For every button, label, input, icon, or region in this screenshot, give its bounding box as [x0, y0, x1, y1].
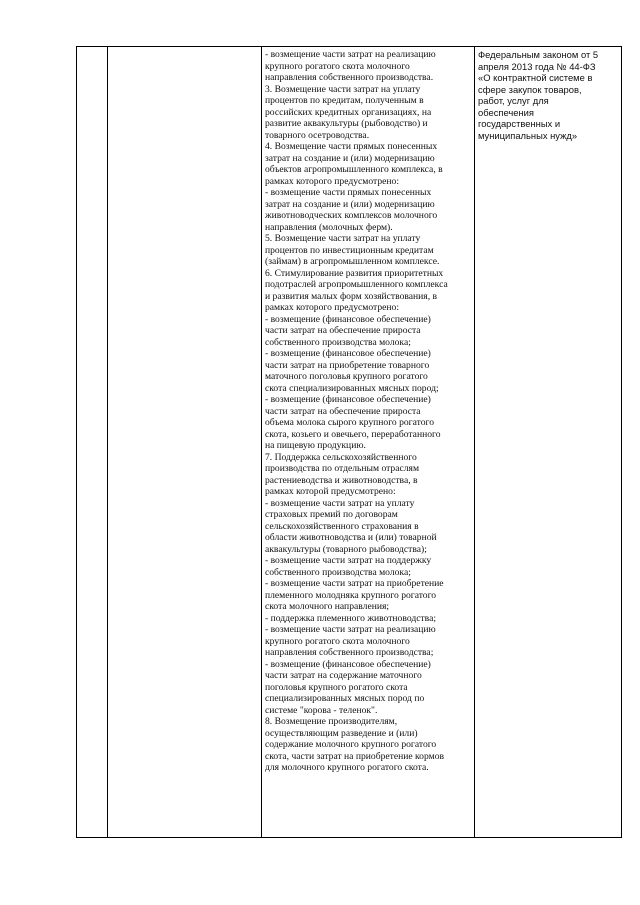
text-line: 4. Возмещение части прямых понесенных: [265, 141, 438, 152]
number-cell: [77, 47, 108, 838]
text-line: товарного осетроводства.: [265, 129, 370, 141]
text-line: аквакультуры (товарного рыбоводства);: [265, 543, 427, 555]
text-line: 7. Поддержка сельскохозяйственного: [265, 451, 417, 463]
text-line: апреля 2013 года № 44-ФЗ: [478, 60, 596, 72]
text-line: объектов агропромышленного комплекса, в: [265, 164, 443, 175]
text-line: крупного рогатого скота молочного: [265, 60, 410, 72]
text-line: и развития малых форм хозяйствования, в: [265, 290, 438, 302]
text-line: - возмещение (финансовое обеспечение): [265, 313, 431, 325]
text-line: части затрат на обеспечение прироста: [265, 405, 421, 417]
text-line: животноводческих комплексов молочного: [265, 210, 438, 221]
text-line: 6. Стимулирование развития приоритетных: [265, 267, 444, 279]
text-line: 8. Возмещение производителям,: [265, 716, 398, 727]
text-line: направления собственного производства.: [265, 72, 434, 83]
text-line: на пищевую продукцию.: [265, 440, 366, 451]
text-line: рамках которого предусмотрено:: [265, 302, 399, 313]
text-line: подотраслей агропромышленного комплекса: [265, 279, 448, 290]
text-line: 5. Возмещение части затрат на уплату: [265, 233, 421, 244]
text-line: части затрат на обеспечение прироста: [265, 325, 421, 336]
text-line: затрат на создание и (или) модернизацию: [265, 198, 435, 210]
text-line: крупного рогатого скота молочного: [265, 635, 410, 647]
text-line: - возмещение (финансовое обеспечение): [265, 394, 431, 405]
text-line: - возмещение (финансовое обеспечение): [265, 348, 431, 359]
text-line: скота, части затрат на приобретение кормов: [265, 750, 445, 762]
text-line: собственного производства молока;: [265, 336, 411, 348]
text-line: затрат на создание и (или) модернизацию: [265, 152, 435, 164]
text-line: - возмещение части затрат на реализацию: [265, 49, 436, 60]
text-line: Федеральным законом от 5: [478, 49, 599, 60]
text-line: скота, козьего и овечьего, переработанного: [265, 428, 441, 440]
text-line: производства по отдельным отраслям: [265, 463, 420, 474]
text-line: маточного поголовья крупного рогатого: [265, 371, 428, 382]
text-line: - возмещение (финансовое обеспечение): [265, 658, 431, 670]
text-line: направления собственного производства;: [265, 647, 434, 658]
text-line: (займам) в агропромышленном комплексе.: [265, 256, 440, 267]
text-line: - поддержка племенного животноводства;: [265, 612, 436, 624]
text-line: 3. Возмещение части затрат на уплату: [265, 83, 421, 95]
text-line: скота специализированных мясных пород;: [265, 382, 439, 394]
text-line: племенного молодняка крупного рогатого: [265, 589, 437, 601]
text-line: - возмещение части затрат на приобретение: [265, 578, 444, 589]
law-cell: [475, 47, 622, 838]
text-line: области животноводства и (или) товарной: [265, 532, 437, 543]
text-line: государственных и: [478, 118, 561, 129]
text-line: осуществляющим разведение и (или): [265, 727, 418, 739]
text-line: части затрат на содержание маточного: [265, 670, 422, 681]
text-line: части затрат на приобретение товарного: [265, 359, 430, 371]
text-line: процентов по кредитам, полученным в: [265, 95, 424, 106]
text-line: поголовья крупного рогатого скота: [265, 681, 408, 693]
text-line: страховых премий по договорам: [265, 509, 398, 520]
text-line: - возмещение части затрат на поддержку: [265, 555, 432, 566]
text-line: системе "корова - теленок".: [265, 704, 378, 716]
text-line: «О контрактной системе в: [478, 72, 593, 83]
text-line: направления (молочных ферм).: [265, 221, 393, 233]
text-line: работ, услуг для: [478, 95, 549, 106]
text-line: собственного производства молока;: [265, 566, 411, 578]
text-line: российских кредитных организациях, на: [265, 106, 432, 118]
text-line: - возмещение части прямых понесенных: [265, 187, 432, 198]
text-line: обеспечения: [478, 106, 534, 118]
text-line: - возмещение части затрат на уплату: [265, 497, 415, 509]
table-row: [77, 47, 622, 838]
text-line: для молочного крупного рогатого скота.: [265, 762, 429, 773]
text-line: сельскохозяйственного страхования в: [265, 520, 419, 532]
text-line: процентов по инвестиционным кредитам: [265, 244, 434, 256]
text-line: сфере закупок товаров,: [478, 83, 582, 95]
measures-cell: [262, 47, 475, 838]
text-line: специализированных мясных пород по: [265, 693, 425, 704]
program-table: [76, 46, 622, 838]
text-line: муниципальных нужд»: [478, 129, 578, 141]
text-line: развитие аквакультуры (рыбоводство) и: [265, 118, 428, 129]
text-line: скота молочного направления;: [265, 601, 390, 612]
text-line: содержание молочного крупного рогатого: [265, 739, 437, 750]
text-line: - возмещение части затрат на реализацию: [265, 624, 436, 635]
text-line: рамках которого предусмотрено:: [265, 175, 399, 187]
text-line: объема молока сырого крупного рогатого: [265, 417, 434, 428]
name-cell: [108, 47, 262, 838]
text-line: рамках которой предусмотрено:: [265, 486, 396, 497]
text-line: растениеводства и животноводства, в: [265, 474, 418, 486]
